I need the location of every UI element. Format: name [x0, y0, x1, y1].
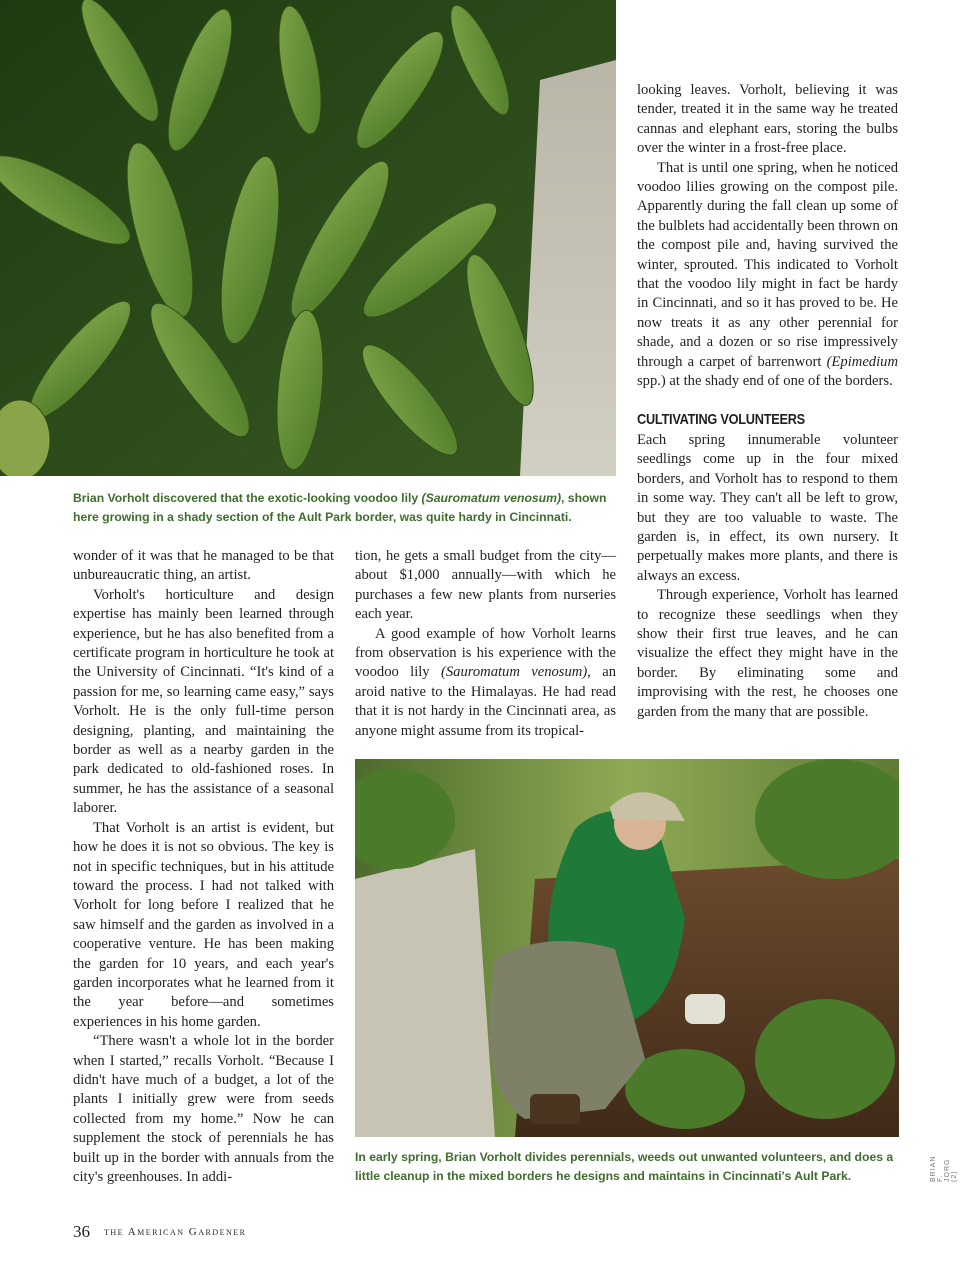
photo-credit: BRIAN F. JORG (2) [930, 1155, 958, 1182]
col2-paragraph: A good example of how Vorholt learns from observation is his experience with the voodoo lily (Sauromatum venosum), an aroid native to the Himalayas. He had read that it is not hardy in the Cincinnati area, as anyone might assume from its tropical- [355, 625, 616, 739]
page-number: 36 [73, 1222, 90, 1241]
col1-paragraph: Vorholt's horticulture and design expertise has mainly been learned through experience, but he has also benefited from a certificate program in horticulture he took at the University of Cincinnati. “It's kind of a passion for me, so learning came easy,” says Vorholt. He is the only full-time person designing, planting, and maintaining the border as well as a nearby garden in the park dedicated to old-fashioned roses. In summer, he has the assistance of a seasonal laborer. [73, 586, 334, 817]
voodoo-lily-photo [0, 0, 616, 476]
col3-paragraph: looking leaves. Vorholt, believing it was tender, treated it in the same way he treated cannas and elephant ears, storing the bulbs over the winter in a frost-free place. [637, 82, 898, 157]
gardener-photo [355, 759, 899, 1137]
text-column-3 [637, 81, 898, 722]
col1-paragraph: “There wasn't a whole lot in the border when I started,” recalls Vorholt. “Because I didn't have much of a budget, a lot of the plants I initially grew were from seeds collected from my home.” Now he can supplement the stock of perennials he has built up in the border with annuals from the city's greenhouses. In addi- [73, 1033, 334, 1185]
col3-paragraph: Each spring innumerable volunteer seedlings come up in the four mixed borders, and Vorholt has to respond to them in some way. They can't all be left to grow, but they are too valuable to waste. The garden is, in effect, its own nursery. It perpetually makes more plants, and there is always an excess. [637, 431, 898, 584]
col3-paragraph: That is until one spring, when he noticed voodoo lilies growing on the compost pile. Apparently during the fall clean up some of the bulblets had accidentally been thrown on the compost pile and, having survived the winter, sprouted. This indicated to Vorholt that the voodoo lily might in fact be hardy in Cincinnati, and so it has proved to be. He now treats it as any other perennial for shade, and a dozen or so rise impressively through a carpet of barrenwort (Epimedium spp.) at the shady end of one of the borders. [637, 159, 898, 390]
text-column-1 [73, 547, 334, 1187]
magazine-name: the American Gardener [104, 1226, 247, 1238]
col1-paragraph: That Vorholt is an artist is evident, but how he does it is not so obvious. The key is not in specific techniques, but in his attitude toward the process. I had not talked with Vorholt for long before I realized that he saw himself and the garden as involved in a cooperative venture. He has been making the garden for 10 years, and each year's garden incorporates what he learned from it the year before—and sometimes experiences in his home garden. [73, 819, 334, 1030]
section-heading: CULTIVATING VOLUNTEERS [637, 410, 805, 428]
top-photo-caption: Brian Vorholt discovered that the exotic-looking voodoo lily (Sauromatum venosum), shown here growing in a shady section of the Ault Park border, was quite hardy in Cincinnati. [73, 491, 607, 524]
col1-paragraph: wonder of it was that he managed to be that unbureaucratic thing, an artist. [73, 548, 334, 584]
col3-paragraph: Through experience, Vorholt has learned to recognize these seedlings when they show their first true leaves, and he can visualize the effect they might have in the border. By eliminating some and improvising with the rest, he chooses one garden from the many that are possible. [637, 587, 898, 720]
bottom-photo-caption: In early spring, Brian Vorholt divides perennials, weeds out unwanted volunteers, and does a little cleanup in the mixed borders he designs and maintains in Cincinnati's Ault Park. [355, 1150, 894, 1183]
text-column-2 [355, 547, 616, 741]
col2-paragraph: tion, he gets a small budget from the city—about $1,000 annually—with which he purchases a few new plants from nurseries each year. [355, 548, 616, 623]
